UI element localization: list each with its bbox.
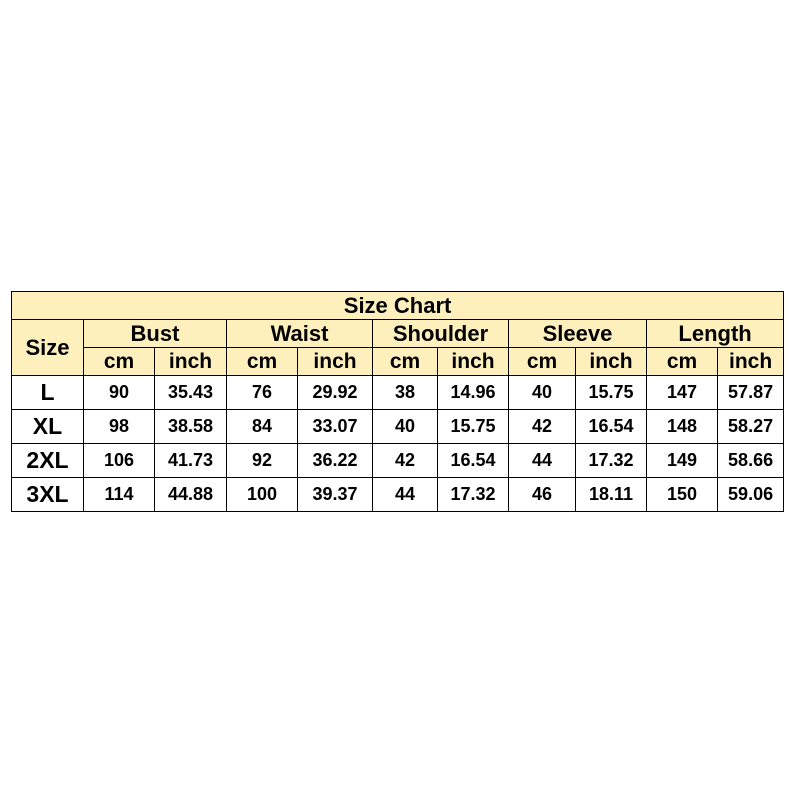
table-cell: 17.32 bbox=[576, 444, 647, 478]
table-cell: 40 bbox=[509, 376, 576, 410]
table-cell: 44 bbox=[509, 444, 576, 478]
unit-header: inch bbox=[576, 348, 647, 376]
table-row bbox=[12, 410, 784, 444]
table-cell: 16.54 bbox=[438, 444, 509, 478]
size-cell: 3XL bbox=[12, 478, 84, 512]
table-cell: 17.32 bbox=[438, 478, 509, 512]
size-cell: XL bbox=[12, 410, 84, 444]
table-cell: 149 bbox=[647, 444, 718, 478]
table-cell: 59.06 bbox=[718, 478, 784, 512]
table-cell: 41.73 bbox=[155, 444, 227, 478]
table-cell: 15.75 bbox=[438, 410, 509, 444]
column-header-bust: Bust bbox=[84, 320, 227, 348]
table-cell: 40 bbox=[373, 410, 438, 444]
table-cell: 42 bbox=[373, 444, 438, 478]
table-cell: 46 bbox=[509, 478, 576, 512]
table-cell: 14.96 bbox=[438, 376, 509, 410]
table-cell: 84 bbox=[227, 410, 298, 444]
table-cell: 98 bbox=[84, 410, 155, 444]
unit-header: cm bbox=[84, 348, 155, 376]
table-cell: 57.87 bbox=[718, 376, 784, 410]
table-cell: 18.11 bbox=[576, 478, 647, 512]
table-cell: 15.75 bbox=[576, 376, 647, 410]
table-cell: 76 bbox=[227, 376, 298, 410]
table-cell: 147 bbox=[647, 376, 718, 410]
table-cell: 42 bbox=[509, 410, 576, 444]
size-cell: L bbox=[12, 376, 84, 410]
table-cell: 150 bbox=[647, 478, 718, 512]
column-header-shoulder: Shoulder bbox=[373, 320, 509, 348]
table-cell: 38.58 bbox=[155, 410, 227, 444]
size-column-header: Size bbox=[12, 320, 84, 376]
table-cell: 35.43 bbox=[155, 376, 227, 410]
unit-header: inch bbox=[438, 348, 509, 376]
table-cell: 39.37 bbox=[298, 478, 373, 512]
table-cell: 38 bbox=[373, 376, 438, 410]
unit-header: cm bbox=[509, 348, 576, 376]
unit-header: cm bbox=[647, 348, 718, 376]
table-cell: 58.27 bbox=[718, 410, 784, 444]
table-cell: 44 bbox=[373, 478, 438, 512]
column-header-sleeve: Sleeve bbox=[509, 320, 647, 348]
unit-header: inch bbox=[718, 348, 784, 376]
table-cell: 148 bbox=[647, 410, 718, 444]
table-cell: 106 bbox=[84, 444, 155, 478]
unit-header: cm bbox=[227, 348, 298, 376]
table-cell: 100 bbox=[227, 478, 298, 512]
table-row bbox=[12, 376, 784, 410]
table-cell: 33.07 bbox=[298, 410, 373, 444]
table-cell: 58.66 bbox=[718, 444, 784, 478]
size-chart-table bbox=[11, 291, 784, 512]
table-cell: 44.88 bbox=[155, 478, 227, 512]
table-cell: 29.92 bbox=[298, 376, 373, 410]
table-title: Size Chart bbox=[12, 292, 784, 320]
unit-header: inch bbox=[298, 348, 373, 376]
unit-header: cm bbox=[373, 348, 438, 376]
table-row bbox=[12, 478, 784, 512]
table-cell: 36.22 bbox=[298, 444, 373, 478]
table-cell: 92 bbox=[227, 444, 298, 478]
table-cell: 90 bbox=[84, 376, 155, 410]
size-cell: 2XL bbox=[12, 444, 84, 478]
unit-header: inch bbox=[155, 348, 227, 376]
column-header-length: Length bbox=[647, 320, 784, 348]
table-row bbox=[12, 444, 784, 478]
table-cell: 114 bbox=[84, 478, 155, 512]
column-header-waist: Waist bbox=[227, 320, 373, 348]
table-cell: 16.54 bbox=[576, 410, 647, 444]
